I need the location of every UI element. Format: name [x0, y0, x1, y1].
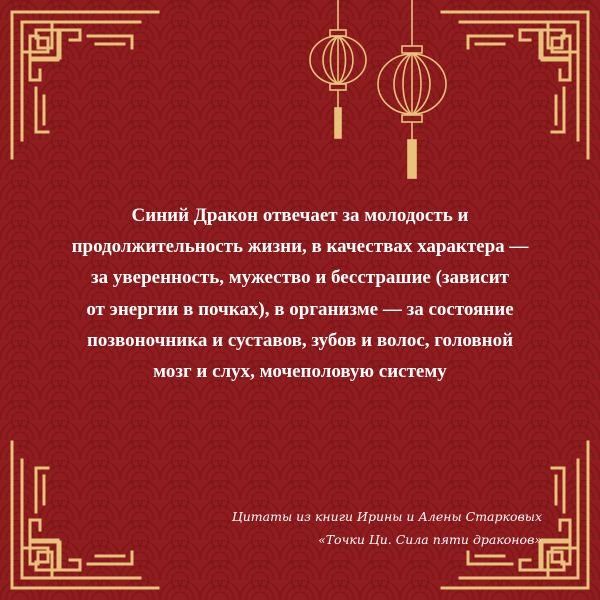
corner-ornament-bottom-left: [0, 425, 175, 600]
corner-ornament-top-left: [0, 0, 175, 175]
main-text-line: продолжительность жизни, в качествах характера —: [71, 236, 529, 258]
main-text-line: Синий Дракон отвечает за молодость и: [131, 205, 469, 226]
quote-line-2: «Точки Ци. Сила пяти драконов»: [318, 532, 542, 547]
main-text-line: позвоночника и суставов, зубов и волос, головной: [86, 329, 514, 351]
lantern-icon: [310, 0, 366, 138]
quote-line-1: Цитаты из книги Ирины и Алены Старковых: [231, 509, 542, 524]
main-text-line: за уверенность, мужество и бесстрашие (зависит: [91, 267, 509, 289]
lanterns-group: [290, 0, 470, 190]
main-text-line: от энергии в почках), в организме — за состояние: [86, 298, 514, 320]
quote-attribution: [232, 505, 542, 551]
lantern-icon: [378, 0, 446, 178]
main-text: [40, 200, 560, 387]
main-text-line: мозг и слух, мочеполовую систему: [153, 361, 447, 383]
